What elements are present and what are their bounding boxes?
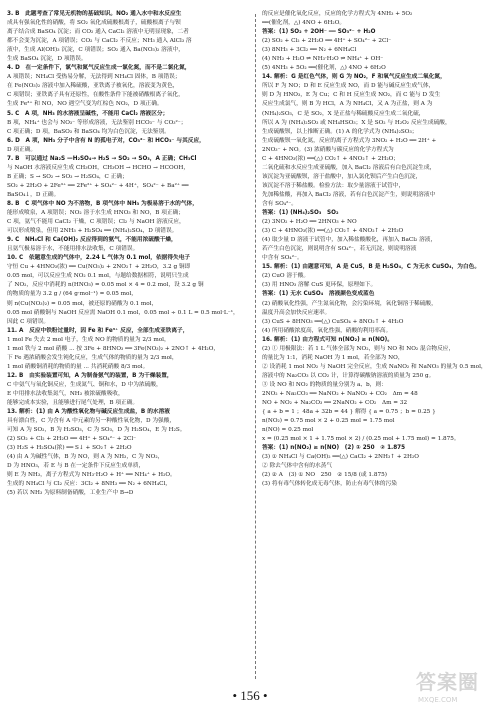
text-line: (5) 若以 NH₃ 为原料制备硝酸，工业生产中 B→D — [7, 490, 134, 497]
text-line: 具有漂白性，C 为含有 A 中元素的另一种酸性氧化物，D 为强酸， — [7, 418, 176, 425]
text-line: 15. 解析：(1) 由题意可知，A 是 CuS，B 是 H₂SO₄，C 为无水 CuSO₄，为白色。 — [262, 264, 481, 271]
text-line: (3) 8NH₃ + 3Cl₂ ══ N₂ + 6NH₄Cl — [262, 47, 357, 54]
text-line: n(NO) = 0.25 mol — [262, 427, 314, 434]
text-line: B 项，NH₄⁺ 也会与 NO₃⁻ 等形成溶液，无法鉴别 HCO₃⁻ 与 CO₃²⁻； — [7, 119, 187, 126]
text-line: n(NO₂) = 0.75 mol × 2 + 0.25 mol = 1.75 mol — [262, 418, 395, 425]
watermark-brand: 答案圈 — [416, 670, 479, 694]
text-line: (2) ① 用极限法：若 1 L 气体全部为 NO₂，则与 NO 和 NO₂ 混合物反应， — [262, 345, 455, 352]
text-line: 能形成喷泉，A 项错误；NO₂ 溶于水生成 HNO₃ 和 NO，B 项正确； — [7, 210, 185, 217]
text-line: D 为 HNO₃，若 E 与 B 在一定条件下反应生成单质， — [7, 463, 145, 470]
text-line: (3) 将有毒气体转化成无毒气体，防止有毒气体的污染 — [262, 481, 397, 488]
text-line: (2) SO₂ + Cl₂ + 2H₂O ══ 4H⁺ + SO₄²⁻ + 2Cl⁻ — [7, 436, 137, 443]
text-line: 1 mol 铁与 2 mol 硝酸 ... 按 3Fe + 8HNO₃ ══ 3Fe(NO₃)₂ + 2NO↑ + 4H₂O， — [7, 345, 220, 352]
text-line: (4) NH₃ + H₂O ⇌ NH₃·H₂O ⇌ NH₄⁺ + OH⁻ — [262, 56, 384, 63]
text-line: 守恒 Cu + 4HNO₃(浓) ══ Cu(NO₃)₂ + 2NO₂↑ + 2H₂O，3.2 g 铜即 — [7, 264, 191, 271]
text-line: 生成硫酸钡一氧化氮，反应的离子方程式为 3NO₂ + H₂O ══ 2H⁺ + — [262, 137, 437, 144]
text-line: B 正确；S → SO₂ → SO₃ → H₂SO₄，C 正确； — [7, 173, 128, 180]
text-line: 10. C 依题意生成的气体中，2.24 L 气体为 0.1 mol，依据得失电子 — [7, 255, 191, 262]
text-line: A 项错误；NH₄Cl 受热易分解，无法得到 NH₄Cl 固体，B 项错误； — [7, 74, 181, 81]
text-line: BaSO₄↓，D 正确。 — [7, 191, 60, 198]
text-line: 4. D 在一定条件下，氯气和氮气反应生成一氯化氮，而不是二氯化氮， — [7, 65, 191, 72]
text-line: 温度升高会加快反应速率。 — [262, 309, 331, 316]
text-line: 可以形成喷泉，但用 2NH₃ + H₂SO₄ ══ (NH₄)₂SO₄，D 项错误。 — [7, 228, 178, 235]
text-line: 答案：(1) SO₂ + 2OH⁻ ══ SO₃²⁻ + H₂O — [262, 29, 376, 36]
text-line: 3. B 此题考查了常见无机物的基础知识。NO₂ 通入水中和水反应生 — [7, 11, 182, 17]
text-line: 答案：(1) 无水 CuSO₄ 溶液颜色变成蓝色 — [262, 291, 375, 298]
text-line: D 项正确。 — [7, 146, 37, 153]
column-divider — [255, 14, 256, 679]
text-line: 生成硫酸钡，以上推断正确。(1) A 的化学式为 (NH₄)₂SO₃； — [262, 128, 418, 135]
text-line: 若产生白色沉淀，则说明含有 SO₄²⁻，若无沉淀，则说明溶液 — [262, 246, 417, 253]
text-line: E 中用排水法收集氮气，NH₃ 被浓硫酸吸收， — [7, 390, 124, 397]
text-line: 液中，生成 Al(OH)₃ 沉淀，C 项错误；SO₂ 通入 Ba(NO₃)₂ 溶液中， — [7, 47, 184, 54]
text-line: (3) C + 4HNO₃(浓) ══(△) CO₂↑ + 4NO₂↑ + 2H₂O — [262, 228, 404, 235]
text-line: { a + b = 1 ；48a + 32b = 44 } 解得 { a = 0.75 ；b = 0.25 } — [262, 409, 436, 416]
text-line: 所以 A 为 (NH₄)₂SO₃ 或 NH₄HSO₃；X 是 SO₂ 与 H₂O₂ 反应生成硫酸， — [262, 119, 451, 126]
text-line: 生成 Fe³⁺ 和 NO，NO 遇空气变为红棕色 NO₂，D 项正确。 — [7, 101, 163, 108]
text-line: (2) 硝酸氧化性强，产生氮氧化物，会污染环境，氧化铜溶于稀硫酸， — [262, 300, 437, 307]
text-line: 答案：(1) n(NO₂) ≥ n(NO) (2) ① 250 ② 1.875 — [262, 445, 406, 452]
text-line: (NH₄)₂SO₃，C 是 SO₂，X 是正盐与稀硫酸反应生成二氧化硫， — [262, 110, 425, 117]
text-line: 含有 SO₄²⁻。 — [262, 200, 297, 207]
text-line: 14. 解析：G 是红色气体，则 G 为 NO₂，F 和氧气反应生成二氧化氮， — [262, 74, 446, 81]
text-line: 生成的 NH₄Cl 与 Cl₂ 反应：3Cl₂ + 8NH₃ ══ N₂ + 6NH₄Cl， — [7, 481, 171, 488]
text-line: 成具有强氧化性的硝酸，将 SO₂ 氧化成硫酸根离子，硫酸根离子与钡 — [7, 20, 181, 27]
watermark-logo — [416, 666, 496, 712]
text-line: 9. C NH₄Cl 和 Ca(OH)₂ 反应得到的氨气，不能用浓硫酸干燥， — [7, 237, 177, 244]
text-line: 反应生成氯气，则 B 为 HCl，A 为 NH₄Cl，又 A 为正盐，则 A 为 — [262, 101, 433, 108]
text-line: (3) CuS + 8HNO₃ ══(△) CuSO₄ + 8NO₂↑ + 4H₂O — [262, 318, 404, 325]
text-line: (2) ② A (3) ① NO 250 ② 15/8 (或 1.875) — [262, 472, 387, 479]
text-line: ══(催化剂，△) 4NO + 6H₂O。 — [262, 20, 346, 27]
text-line: 5. C A 项，NH₃ 的水溶液呈碱性，不能用 CaCl₂ 溶液区分； — [7, 110, 169, 117]
text-line: 11. A 反应中铁粉过量时，因 Fe 和 Fe³⁺ 反应，全部生成亚铁离子， — [7, 327, 189, 334]
text-line: 在 Fe(NO₃)₂ 溶液中加入稀硫酸，亚铁离子被氧化，溶液变为黄色， — [7, 83, 179, 90]
text-line: 2NO₂ + Na₂CO₃ ══ NaNO₂ + NaNO₃ + CO₂ Δm = 48 — [262, 390, 418, 397]
text-line: 下 Fe 遇浓硝酸会发生钝化反应，生成气体的物质的量为 2/3 mol， — [7, 354, 178, 361]
text-line: (4) 取少量 D 溶液于试管中，加入稀盐酸酸化，再加入 BaCl₂ 溶液， — [262, 237, 437, 244]
text-line: 1 mol Fe 失去 2 mol 电子，生成 NO 的物质的量为 2/3 mol， — [7, 336, 170, 343]
text-line: C 项，氨气不能用 CaCl₂ 干燥，C 项错误；Cl₂ 与 NaOH 溶液反应， — [7, 219, 185, 226]
text-line: 离子结合成 BaSO₄ 沉淀；而 CO₂ 通入 CaCl₂ 溶液中无明显现象，二者 — [7, 29, 189, 36]
text-line: 了 NO₂，反应中消耗的 n(HNO₃) = 0.05 mol × 4 = 0.2 mol，设 3.2 g 铜 — [7, 282, 204, 289]
text-line: 答案：(1) (NH₄)₂SO₃ SO₂ — [262, 210, 339, 217]
text-line: 7. B 可以通过 Na₂S —H₂SO₄→ H₂S → SO₂ → SO₃，A 正确；CH₃Cl — [7, 155, 197, 162]
text-line: C 项正确；D 项，BaSO₃ 和 BaSO₄ 均为白色沉淀，无法鉴别。 — [7, 128, 170, 135]
text-line: (5) 4NH₃ + 5O₂ ══(催化剂，△) 4NO + 6H₂O — [262, 65, 386, 72]
text-line: 因此 C 项错误。 — [7, 318, 50, 325]
text-line: 1 mol 硝酸铜消耗的物质的量 ... 共消耗硝酸 8/3 mol。 — [7, 363, 149, 370]
text-line: 都不会变为沉淀，A 项错误；CO₂ 与 CaCl₂ 不反应；NH₃ 通入 AlCl₃ 溶 — [7, 38, 192, 45]
text-line: 的量比为 1:1，消耗 NaOH 为 1 mol，若全部为 NO， — [262, 354, 404, 361]
text-line: 可知 A 为 SO₂，B 为 H₂SO₃，C 为 SO₃，D 为 H₂SO₄，E 为 H₂S。 — [7, 427, 186, 434]
text-line: 溶液中的 Na₂CO₃ 以 CO₂ 计，计算得碳酸钠溶液的质量为 250 g。 — [262, 372, 435, 379]
text-line: 该沉淀为亚硫酸钡，溶于盐酸中，加入氯化钡后产生白色沉淀， — [262, 173, 422, 180]
text-line: (3) 用 HNO₃ 溶解 CuS 更环保，原理如下。 — [262, 282, 377, 289]
left-column — [7, 10, 250, 499]
text-line: 所以 F 为 NO；D 和 E 反应生成 NO，而 D 能与碱反应生成气体， — [262, 83, 435, 90]
text-line: 生成 BaSO₄ 沉淀，D 项错误。 — [7, 56, 87, 63]
text-line: ② 设消耗 1 mol NO₂ 与 NaOH 完全反应，生成 NaNO₂ 和 NaNO₃ 的量为 0.5 mol， — [262, 363, 487, 370]
text-line: 16. 解析：(1) 由方程式可知 n(NO₂) ≥ n(NO)。 — [262, 336, 393, 343]
right-column — [262, 10, 492, 489]
text-line: 二氧化硫和水反应生成亚硫酸，加入 BaCl₂ 溶液后有白色沉淀生成， — [262, 164, 436, 171]
text-line: 12. B 由实验装置可知，A 为制备氨气的装置，B 为干燥装置， — [7, 372, 173, 379]
text-line: (2) 3NO₂ + H₂O ══ 2HNO₃ + NO — [262, 219, 357, 226]
text-line: (3) H₂S + H₂SO₄(浓) ══ S↓ + SO₂↑ + 2H₂O — [7, 445, 132, 452]
text-line: 2NO₃⁻ + NO。(3) 浓硝酸与碳反应的化学方程式为 — [262, 146, 394, 153]
text-line: 13. 解析：(1) 由 A 为酸性氧化物与碱反应生成盐，B 的水溶液 — [7, 409, 170, 416]
text-line: 6. D A 项，NH₃ 分子中含有 N 的孤电子对，CO₃²⁻ 和 HCO₃⁻ 与其反应， — [7, 137, 205, 144]
text-line: (3) ① NH₄Cl 与 Ca(OH)₂ ══(△) CaCl₂ + 2NH₃↑ + 2H₂O — [262, 454, 419, 461]
text-line: 该沉淀不溶于稀盐酸。检验方法：取少量溶液于试管中， — [262, 182, 405, 189]
text-line: (2) CuO 溶于酸。 — [262, 273, 310, 280]
text-line: SO₂ + 2H₂O + 2Fe³⁺ ══ 2Fe²⁺ + SO₄²⁻ + 4H⁺，SO₄²⁻ + Ba²⁺ ══ — [7, 182, 189, 189]
text-line: C 项错误；亚铁离子具有还原性，在酸性条件下能被硝酸根离子氧化， — [7, 92, 184, 99]
text-line: 的物质的量为 3.2 g / (64 g·mol⁻¹) = 0.05 mol， — [7, 291, 137, 298]
text-line: x = (0.25 mol × 1 + 1.75 mol × 2) / (0.25 mol + 1.75 mol) = 1.875。 — [262, 436, 460, 443]
page-number: • 156 • — [232, 688, 268, 703]
text-line: 8. B C 项气体中 NO 为不溶物，B 项气体中 NH₃ 为极易溶于水的气体， — [7, 200, 198, 207]
text-line: 先加稀盐酸，再加入 BaCl₂ 溶液，若有白色沉淀产生，则说明溶液中 — [262, 191, 436, 198]
text-line: 则 E 为 NH₃，离子方程式为 NH₃·H₂O + H⁺ ══ NH₄⁺ + H₂O。 — [7, 472, 176, 479]
text-line: 且氨气极易溶于水，不能用排水法收集，C 项错误。 — [7, 246, 139, 253]
text-line: 0.05 mol 硝酸铜与 NaOH 反应需 NaOH 0.1 mol，0.05 mol ÷ 0.1 L = 0.5 mol·L⁻¹， — [7, 309, 239, 316]
text-line: C 中氨气与氧化铜反应，生成氮气、铜和水，D 中为浓硫酸， — [7, 381, 162, 388]
text-line: C + 4HNO₃(浓) ══(△) CO₂↑ + 4NO₂↑ + 2H₂O； — [262, 155, 399, 162]
text-line: 则 D 为 HNO₃，E 为 Cu；C 和 H 反应生成 NO₂，而 C 能与 D 发生 — [262, 92, 441, 99]
text-line: (2) SO₂ + Cl₂ + 2H₂O ══ 4H⁺ + SO₄²⁻ + 2Cl⁻ — [262, 38, 392, 45]
text-line: ② 除去气体中含有的水蒸气 — [262, 463, 333, 470]
text-line: 0.05 mol，可以反应生成 NO₂ 0.1 mol，与题给数据相符，说明只生成 — [7, 273, 189, 280]
text-line: ③ 设 NO 和 NO₂ 的物质的量分别为 a、b，则： — [262, 381, 387, 388]
text-line: (4) 由 A 为碱性气体，B 为 NO，则 A 为 NH₃，C 为 NO₂， — [7, 454, 164, 461]
text-line: NO + NO₂ + Na₂CO₃ ══ 2NaNO₂ + CO₂ Δm = 32 — [262, 400, 408, 407]
text-line: (4) 所用硝酸浓度高，氧化性强，硝酸的利用率高。 — [262, 327, 392, 334]
text-line: 则 n(Cu(NO₃)₂) = 0.05 mol，被还原的硝酸为 0.1 mol， — [7, 300, 158, 307]
text-line: 能够完成本实验，且能够进行尾气处理，B 项正确。 — [7, 400, 139, 407]
text-line: 的反应是催化氧化反应，反应的化学方程式为 4NH₃ + 5O₂ — [262, 11, 413, 17]
text-line: 与 NaOH 水溶液反应生成 CH₃OH，CH₃OH → HCHO → HCOOH， — [7, 164, 190, 171]
text-line: 中含有 SO₄²⁻。 — [262, 255, 303, 262]
watermark-url: MXQE.COM — [418, 696, 458, 704]
